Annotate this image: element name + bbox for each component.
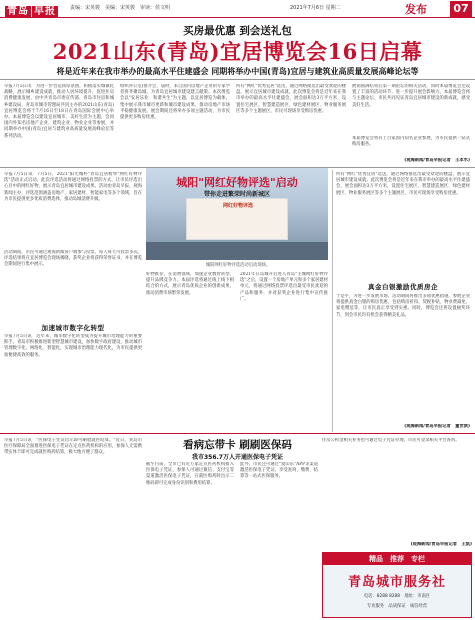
lower-column-right: 此外，市民还可通过"爱山东"APP等渠道激活医保电子凭证，享受查询、缴费、结算等一站式医保服务。 (240, 462, 318, 480)
article-kicker: 买房最优惠 到会送礼包 (183, 25, 292, 37)
stage-screen-text: 网红好物评选 (222, 203, 253, 209)
photo-title: 城阳"网红好物评选"启动 (176, 176, 298, 189)
masthead-date: 2021年7月6日 星期二 (290, 5, 341, 11)
classified-ad (322, 552, 472, 618)
lower-subhead: 我市356.7万人开通医保电子凭证 (192, 454, 283, 461)
section-title-incentive: 真金白银激励优质房企 (368, 283, 438, 291)
lower-credit: (观海新闻/青岛早报记者 王凯) (410, 542, 472, 547)
article-column-3: 所有"网红"优秀宜居"选送，通过网络推选出最受欢迎的楼盘，展示宜居城市建设成就。此次博览会将是近年来在我市举办的最高水平住建盛会，展会面积达3万平方米，设置住宅展区、智慧建造展区、绿色建材展区、物业服务展区等多个主题展区，市民可现场享受购房优惠。 (236, 84, 346, 114)
lower-divider (0, 433, 475, 434)
left-article-body: 活动期间，市民可通过观海新闻客户端参与投票，每人每天可投票多次。评选结果将在宜居博览会现场揭晓，获奖企业将获得荣誉证书，并在博览会期间进行集中展示。 (4, 250, 142, 268)
article-column-4b: 本届博览会将有上百家国内知名企业参展，为市民提供一站式购房服务。 (352, 136, 470, 148)
article-headline: 2021山东(青岛)宜居博览会16日启幕 (52, 39, 423, 64)
ad-banner: 精品 推荐 专栏 (323, 553, 471, 565)
newspaper-logo (4, 2, 58, 17)
article-subhead: 将是近年来在我市举办的最高水平住建盛会 同期将举办中国(青岛)宜居与建筑业高质量发展高峰论坛等 (56, 67, 419, 76)
article-column-2: 组织办公室)推介会，届时，来自国内房地产企业的专家学者将齐聚岛城，为青岛宜居城市建设建言献策。本次博览会以"安居乐业 和谐共生"为主题，以宜居博览为载体，集中展示我市城市更新和城市建设成果，推动房地产市场平稳健康发展。展会期间还将举办多项主题活动，为市民提供更多购房优惠。 (120, 84, 230, 121)
event-photo (146, 168, 328, 260)
ad-title: 青岛城市服务社 (347, 575, 446, 590)
lower-column-left: 早报7月5日讯 "医保电子凭证出示即可刷脸就医结算。"近日，青岛市医疗保障局全面推进医保电子凭证在定点医药机构的应用，参保人无需携带实体卡即可完成就医购药结算，极大地方便了群众。 (4, 438, 142, 456)
left-article-digital: 早报7月5日讯 近年来，城市数字化转型成为提升城市治理能力的重要抓手。青岛市积极推进新型智慧城市建设，加快数字政府建设，推动城市管理数字化、网络化、智能化，实现城市治理能力现代化，为市民提供更加便捷高效的服务。 (4, 334, 142, 358)
lower-column-far: 住房公积金相关业务也可通过电子凭证办理，市民可登录相关平台查询。 (322, 438, 460, 443)
article-column-4: 展销圆满结束后第一期论坛的相关活动，同时本届博览会还设置了丰富的活动环节，进一步提升展会影响力。本届博览会将与主题论坛、市民共同见证青岛宜居城市建设的新成就，感受美好生活。 (352, 84, 470, 108)
photo-caption: 城阳网红好物评选活动启动现场。 (205, 263, 271, 268)
lower-column-middle: 截至目前，全市已有近万家定点医药机构接入医保电子凭证，参保人可通过微信、支付宝等渠道激活医保电子凭证，在就医购药时出示二维码即可完成身份识别和费用结算。 (146, 462, 234, 486)
ad-line-1: 电话：8288 8288 地址：市南区 (363, 594, 431, 599)
masthead-editors: 责编：宋英骏 美编：宋英骏 审读：侯文明 (70, 5, 171, 11)
section-title-digital: 加速城市数字化转型 (41, 324, 105, 332)
middle-column-left: 好物推荐，在消费领域，加速企业数智转型，提升品牌竞争力。本届评选将通过线上线下相结合的方式，展示青岛优质企业的创新成果，推动消费市场繁荣发展。 (146, 272, 234, 296)
headline-divider (0, 79, 475, 80)
article-credit: (观海新闻/青岛早报记者 王本水) (404, 158, 470, 163)
ad-line-2: 专业服务 品质保证 诚信经营 (366, 604, 428, 609)
page-number: 07 (450, 1, 472, 17)
logo-box: 早报 (34, 6, 56, 17)
lower-headline: 看病忘带卡 刷刷医保码 (183, 439, 292, 451)
column-divider (332, 170, 333, 432)
middle-column-right: 2021年在岛城开启进入青岛"主城网红好物评选"之后，设置一个房地产单元和多个家居建材单元，将通过网络投票评选出最受市民欢迎的产品和服务，并对获奖企业进行集中宣传推广。 (240, 272, 328, 302)
right-column-top: 所有"网红"优秀宜居"选送，通过网络推选出最受欢迎的楼盘，展示宜居城市建设成就。此次博览会将是近年来在我市举办的最高水平住建盛会，展会面积达3万平方米，设置住宅展区、智慧建造展区、绿色建材展区、物业服务展区等多个主题展区，市民可现场享受购房优惠。 (336, 172, 470, 196)
right-column-incentive: 于是乎，为进一步发展市场，活动期间将推出多项优惠措施，参展企业将提供真金白银的购房优惠，包括购房折扣、契税补贴、物业费减免、家电赠送等，让市民真正享受到实惠。同时，博览会还将设置抽奖环节，到会市民均有机会获得精美礼品。 (336, 294, 470, 318)
stage-screen (186, 198, 288, 240)
article-column-1: 早报7月5日讯 为进一步营造浓厚氛围，积极落实城镇化战略，展示城乡建设成就，推动人居环境提升，促进住房消费健康发展，由中共青岛市委宣传部、青岛市住房和城乡建设局、青岛市城市管理局共同主办的2021山东(青岛)宜居博览会将于7月16日至18日在青岛国际会展中心举办。本届博览会以建设宜居城市，美好生活为主题，会同国内外知名房地产企业、建筑企业、物业企业等参展，并同期举办中国(青岛)宜居与建筑业高质量发展高峰论坛等系列活动。 (4, 84, 114, 139)
section-label: 发布 (405, 3, 427, 16)
right-credit: (观海新闻/青岛早报记者 董世滨) (404, 424, 470, 429)
logo-text: 青岛 (7, 6, 29, 17)
photo-subtitle: 带你走进繁荣时尚新城区 (203, 191, 270, 198)
audience-area (146, 242, 328, 260)
left-article-lead: 早报7月5日讯 7月5日，2021"阳光城杯"青岛宜居榜单"网红好物评选"活动正式启动。此次评选活动将通过网络投票的方式，让市民评选出心目中的网红好物，展示青岛宜居城市建设成果。活动由青岛早报、观海新闻主办，评选范围涵盖房地产、家居建材、智能家电等多个领域，旨在为市民提供更多优质消费选择，推动岛城消费升级。 (4, 172, 142, 202)
